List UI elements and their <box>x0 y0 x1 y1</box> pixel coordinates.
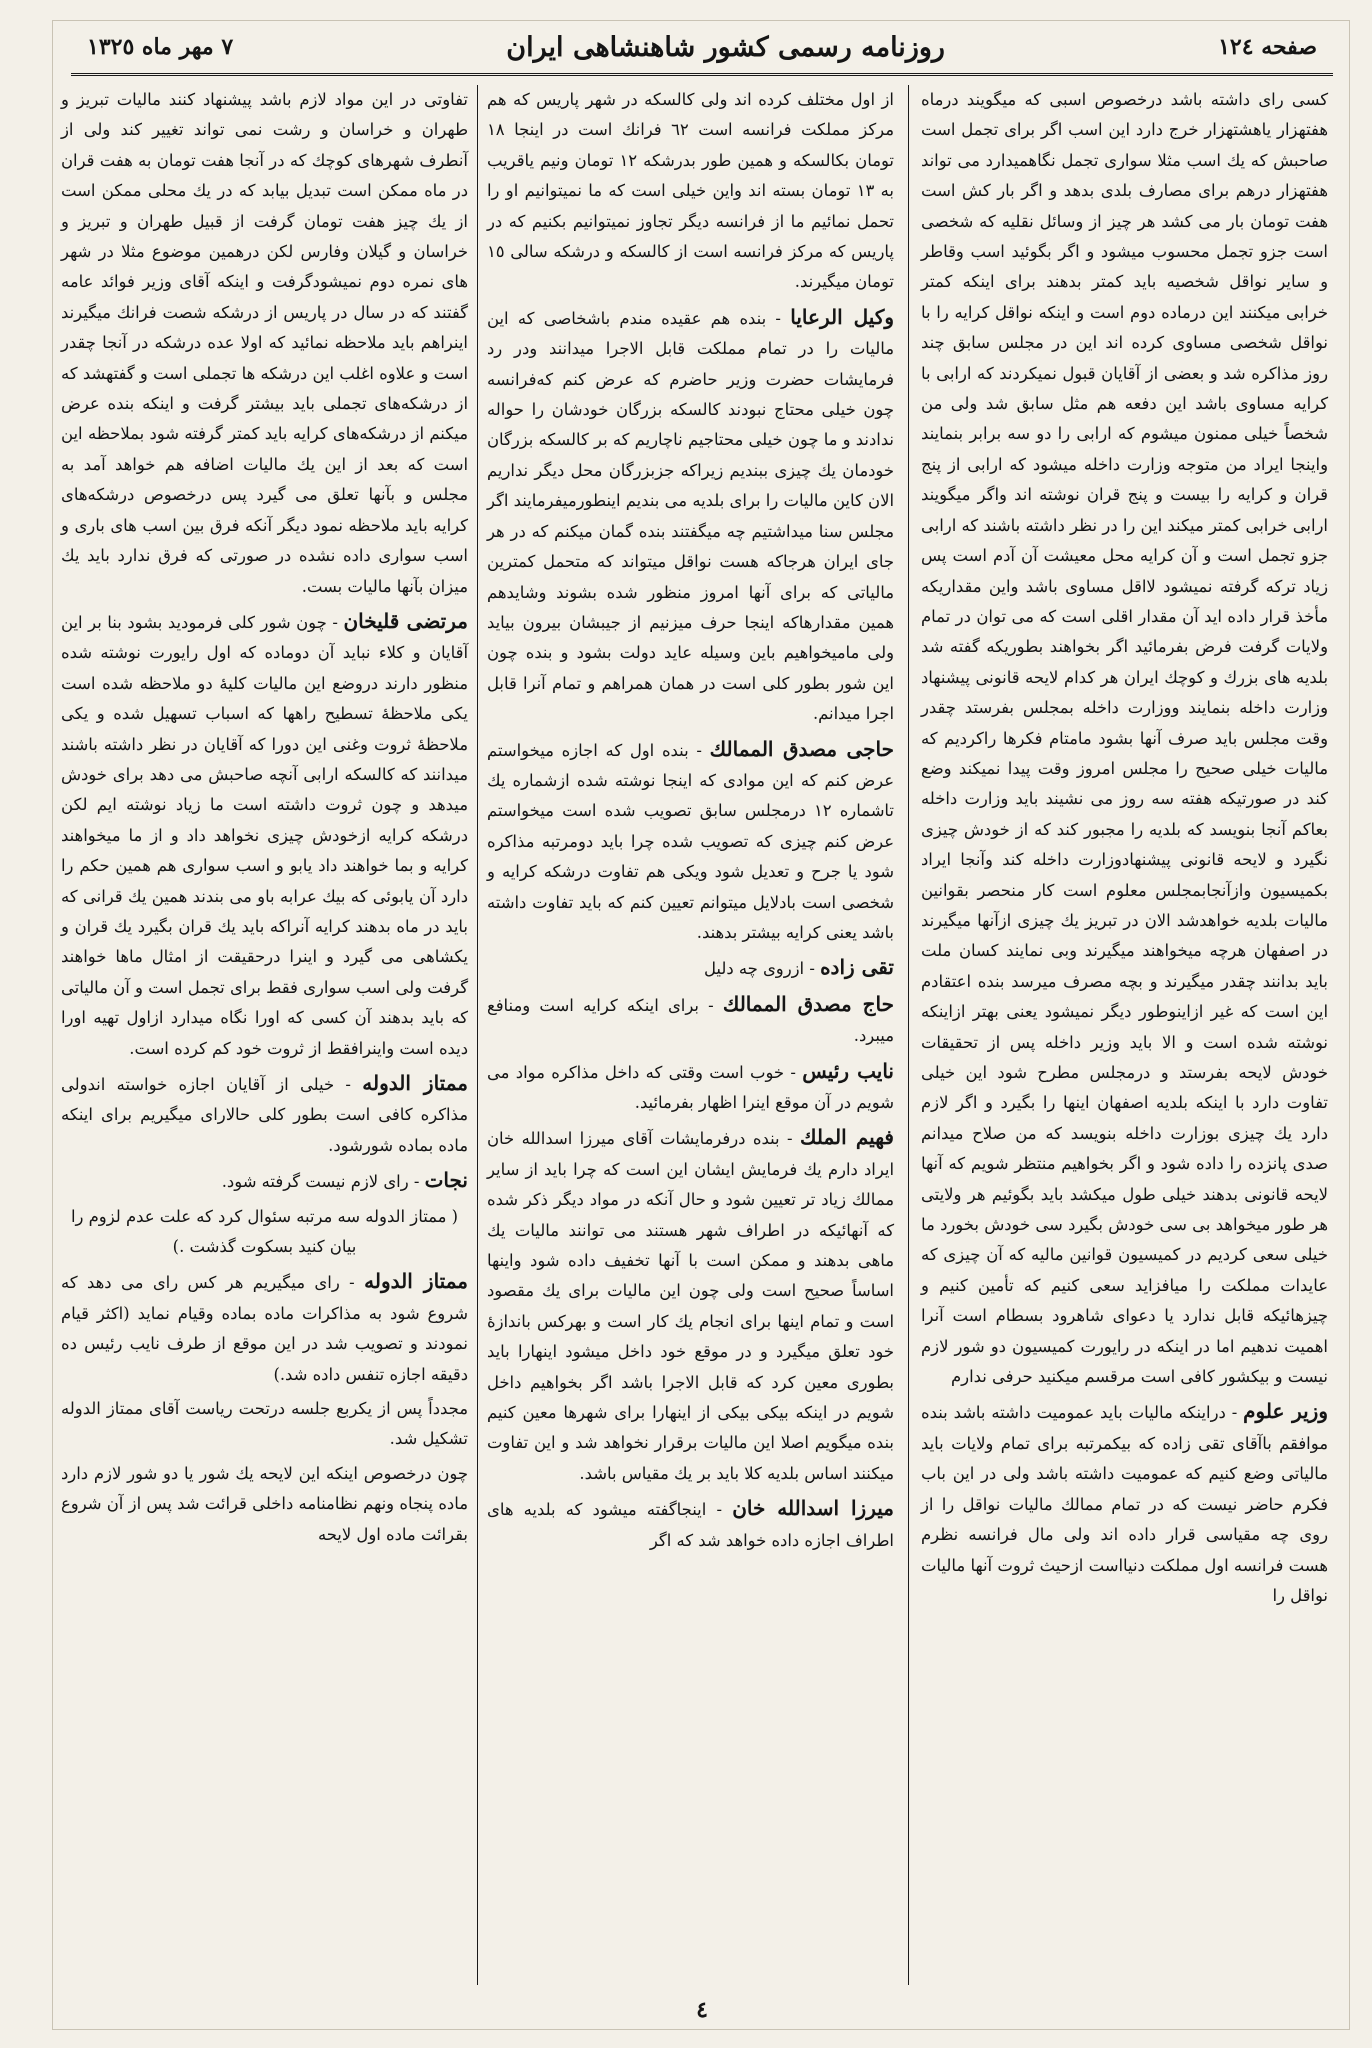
paragraph <box>487 1122 894 1489</box>
paragraph <box>487 1056 894 1119</box>
paragraph-text: - دراینکه مالیات باید عمومیت داشته باشد بنده موافقم باآقای تقی زاده که بیکمرتبه برای تمام ولایات باید مالیاتی وضع کنیم که عمومیت داشته باشد ولی در این باب فکرم حاضر نیست که در تمام ممالك مالیات نواقل را از روی چه مقیاسی قرار داده اند ولی مال فرانسه نظرم هست فرانسه اول مملکت دنیااست ازحیث ثروت آنها مالیات نواقل را <box>921 1403 1328 1605</box>
paragraph-text: - بنده درفرمایشات آقای میرزا اسدالله خان ایراد دارم یك فرمایش ایشان این است که چرا باید از سایر ممالك زیاد تر تعیین شود و حال آنکه در مواد دیگر ذکر شده که آنهائیکه در اطراف شهر هستند می توانند مالیات یك ماهی بدهند و ممکن است با آنها تخفیف داده شود واینها اساساً صحیح است ولی چون این مالیات برای یك مقصود است و تمام اینها برای انجام یك کار است و بهرکس باندازهٔ خود تعلق میگیرد و در موقع خود داخل میشود اینهارا باید بطوری معین کرد که قابل الاجرا باشد اگر بخواهیم داخل شویم در اینکه بیکی بیکی از اینهارا برای شهرها معین کنیم بنده میگویم اصلا این مالیات برقرار نخواهد شد و این تفاوت میکنند اساس بلدیه کلا باید بر یك مقیاس باشد. <box>487 1129 894 1483</box>
paragraph-text: - بنده اول که اجازه میخواستم عرض کنم که این موادی که اینجا نوشته شده ازشماره یك تاشماره ١٢ درمجلس سابق تصویب شده است میخواستم عرض کنم چیزی که تصویب شده چرا باید دومرتبه مذاکره شود یا جرح و تعدیل شود ویکی هم تفاوت درشکه کرایه و شخصی است بادلایل میتوانم تعیین کنم که باید تفاوت داشته باشد یعنی کرایه بیشتر بدهند. <box>487 740 894 942</box>
paragraph <box>487 952 894 984</box>
column-left <box>57 85 472 1995</box>
paragraph-text: - بنده هم عقیده مندم باشخاصی که این مالیات را در تمام مملکت قابل الاجرا میدانند ودر رد فرمایشات حضرت وزیر حاضرم که عرض کنم کەفرانسه چون خیلی محتاج نبودند کالسکه بزرگان خودشان را حواله ندادند و ما چون خیلی محتاجیم ناچاریم که بر کالسکه بزرگان خودمان یك چیزی ببندیم زیراکه جزبزرگان محل دیگر نداریم الان کاین مالیات را برای بلدیه می بندیم اینطورمیفرمایند اگر مجلس سنا میداشتیم چه میگفتند بنده گمان میکنم که در هر جای ایران هرجاکه هست نواقل میتواند که متحمل کمترین مالیاتی که برای آنها امروز منظور شده بشوند وشایدهم همین مقدارهاکه اینجا حرف میزنیم از جیبشان بیرون بیاید ولی مامیخواهیم باین وسیله عاید دولت بشود و بنده چون این شور بطور کلی است در همان همراهم و تمام آنرا قابل اجرا میدانم. <box>487 308 894 724</box>
paragraph: ( ممتاز الدوله سه مرتبه سئوال کرد که علت عدم لزوم را بیان کنید بسکوت گذشت .) <box>70 1206 459 1257</box>
header-page-number: صفحه ١٢٤ <box>1218 34 1317 60</box>
speaker-name: ممتاز الدوله <box>364 1269 468 1294</box>
paragraph-text: کسی رای داشته باشد درخصوص اسبی که میگویند درماه هفتهزار یاهشتهزار خرج دارد این اسب اگر برای تجمل است صاحبش که یك اسب مثلا سواری تجمل نگاهمیدارد می تواند هفتهزار درهم برای مصارف بلدی بدهد و اگر بار کش است هفت تومان بار می کشد هر چیز از وسائل نقلیه که شخصی است جزو تجمل محسوب میشود و اگر بگوئید اسب وقاطر و سایر نواقل شخصیه باید کمتر بدهند برای اینکه کمتر خرابی میکنند این درماده دوم است و اینکه نواقل کرایه را با نواقل شخصی مساوی کرده اند این در مجلس سابق چند روز مذاکره شد و بعضی از آقایان قبول نمیکردند که ارابی با کرایه مساوی باشد این دفعه هم مثل سابق شد ولی من شخصاً خیلی ممنون میشوم که ارابی را دو سه برابر بنمایند واینجا ایراد من متوجه وزارت داخله میشود که ارابی از پنج قران و کرایه را بیست و پنج قران نوشته اند واگر میگویند ارابی خرابی کمتر میکند این را در نظر داشته باشند که ارابی جزو تجمل است و آن کرایه محل معیشت آن آدم است پس زیاد ترکه گرفته نمیشود لااقل مساوی باشد واین مقداریکه مأخذ قرار داده اید آن مقدار اقلی است که می توان در تمام ولایات گرفت فرض بفرمائید اگر بخواهند بطوریکه گفته شد بلدیه های بزرك و کوچك ایران هر کدام لایحه قانونی پیشنهاد وزارت داخله بنمایند ووزارت داخله بمجلس بفرستد چقدر وقت مجلس باید صرف آنها بشود مامتام فکرها راکردیم که مالیات خیلی صحیح را مجلس امروز وقت پیدا نمیکند وضع کند در صورتیکه هفته سه روز می نشیند باید وزارت داخله بعاکم آنجا بنویسد که بلدیه را مجبور کند که از خودش چیزی نگیرد و لایحه قانونی پیشنهادوزارت داخله کند وآنجا ایراد بکمیسیون وازآنجابمجلس معلوم است کار منحصر بقوانین مالیات بلدیه خواهدشد الان در تبریز یك چیزی ازآنها میگیرند در اصفهان هرچه میخواهند میگیرند وبی نمایند کسان ملت باید بدانند چقدر میگیرند و بچه مصرف میرسد بنده اعتقادم این است که غیر ازاینوطور دیگر نمیشود یعنی بهتر ازاینکه نوشته شده است و الا باید وزیر داخله پس از تحقیقات خودش لایحه بفرستد و درمجلس مطرح شود این خیلی تفاوت دارد با اینکه بلدیه اصفهان اینها را بگیرد و اگر لازم دارد یك چیزی بوزارت داخله بنویسد که من صلاح میدانم صدی پانزده را داده شود و اگر بخواهیم منتظر شویم که آنها لایحه قانونی بدهند خیلی طول میکشد باید بگوئیم هر ولایتی هر طور میخواهد بی سی خودش بگیرد سی خودش بخورد ما خیلی سعی کردیم در کمیسیون قوانین مالیه که آن چیزی که عایدات مملکت را میافزاید سعی کنیم که تأمین کنیم و چیزهائیکه قابل ندارد یا دعوای شاهرود بسطام است آنرا اهمیت ندهیم اما در اینکه در رایورت کمیسیون دو شور لازم نیست و بیکشور کافی است مرقسم میکنید حرفی ندارم <box>921 90 1328 1387</box>
paragraph-text: تفاوتی در این مواد لازم باشد پیشنهاد کنند مالیات تبریز و طهران و خراسان و رشت نمی تواند تغییر کند ولی از آنطرف شهرهای کوچك که در آنجا هفت تومان به هفت قران در ماه ممکن است تبدیل بیابد که در یك محلی ممکن است از یك چیز هفت تومان گرفت از قبیل طهران و تبریز و خراسان و گیلان وفارس لکن درهمین موضوع مثلا در شهر های نمره دوم نمیشودگرفت و اینکه آقای وزیر فوائد عامه گفتند که در سال در پاریس از درشکه شصت فرانك میگیرند اینراهم باید ملاحظه نمائید که اولا عده درشکه در آنجا چقدر است و علاوه اغلب این درشکه ها تجملی است و گفتهشد که از درشکه‌های تجملی باید بیشتر گرفت و اینکه بنده عرض میکنم از درشکه‌های کرایه باید کمتر گرفته شود بملاحظه این است که بعد از این یك مالیات اضافه هم خواهد آمد به مجلس و بآنها تعلق می گیرد پس درخصوص درشکه‌های کرایه باید ملاحظه نمود دیگر آنکه فرق بین اسب های باری و اسب سواری داده نشده در صورتی که فرق ندارد باید یك میزان بآنها مالیات بست. <box>61 90 468 596</box>
paragraph <box>61 1394 468 1455</box>
paragraph <box>487 302 894 730</box>
paragraph-text: از اول مختلف کرده اند ولی کالسکه در شهر پاریس که هم مرکز مملکت فرانسه است ٦٢ فرانك است در اینجا ١٨ تومان بکالسکه و همین طور بدرشکه ١٢ تومان ونیم یاقریب به ١٣ تومان بسته اند واین خیلی است که ما نمیتوانیم او را تحمل نمائیم ما از فرانسه دیگر تجاوز نمیتوانیم بکنیم که در پاریس که مرکز فرانسه است از کالسکه و درشکه سالی ١٥ تومان میگیرند. <box>487 90 894 292</box>
speaker-name: فهیم الملك <box>800 1125 894 1150</box>
header-title: روزنامه رسمی کشور شاهنشاهی ایران <box>506 31 945 63</box>
column-middle <box>483 85 898 1995</box>
paragraph <box>487 1493 894 1556</box>
paragraph-text: مجدداً پس از یکربع جلسه درتحت ریاست آقای ممتاز الدوله تشکیل شد. <box>61 1399 468 1449</box>
paragraph <box>487 989 894 1052</box>
speaker-name: نایب رئیس <box>802 1058 894 1083</box>
paragraph-text: - رای لازم نیست گرفته شود. <box>221 1172 420 1192</box>
paragraph <box>61 1459 468 1550</box>
speaker-name: حاجی مصدق الممالك <box>709 736 895 761</box>
column-divider <box>477 85 478 1985</box>
paragraph <box>487 85 894 298</box>
paragraph <box>921 85 1328 1392</box>
paragraph-text: - رای میگیریم هر کس رای می دهد که شروع شود به مذاکرات ماده بماده وقیام نماید (اکثر قیام نمودند و تصویب شد در این موقع از طرف نایب رئیس ده دقیقه اجازه تنفس داده شد.) <box>61 1273 468 1384</box>
paragraph <box>61 606 468 1064</box>
paragraph <box>61 1266 468 1390</box>
paragraph-text: - ازروی چه دلیل <box>703 959 815 979</box>
speaker-name: وزیر علوم <box>1243 1399 1328 1424</box>
footer-page-number: ٤ <box>696 1997 708 2023</box>
speaker-name: وکیل الرعایا <box>790 304 895 329</box>
paragraph-text: چون درخصوص اینکه این لایحه یك شور یا دو شور لازم دارد ماده پنجاه ونهم نظامنامه داخلی قرائت شد پس از آن شروع بقرائت ماده اول لایحه <box>61 1463 468 1544</box>
column-right <box>917 85 1332 1995</box>
column-divider <box>908 85 909 1985</box>
paragraph-text: - برای اینکه کرایه است ومنافع میبرد. <box>487 995 894 1046</box>
page-header <box>53 21 1351 73</box>
speaker-name: ممتاز الدوله <box>362 1071 468 1095</box>
paragraph <box>921 1396 1328 1611</box>
paragraph <box>61 85 468 602</box>
speaker-name: مرتضی قلیخان <box>343 608 468 633</box>
paragraph-text: - اینجاگفته میشود که بلدیه های اطراف اجازه داده خواهد شد که اگر <box>487 1500 894 1550</box>
newspaper-page <box>52 20 1350 2030</box>
paragraph-text: - چون شور کلی فرمودید بشود بنا بر این آقایان و کلاء نباید آن دوماده که اول رایورت نوشته شده منظور دارند دروضع این مالیات کلیهٔ دو ملاحظه شده است یکی ملاحظهٔ تسطیح راهها که اسباب تسهیل شده و یکی ملاحظهٔ ثروت وغنی این دورا که آقایان در نظر داشته باشند میدانند که کالسکه ارابی آنچه صاحبش می دهد برای خودش میدهد و چون ثروت داشته است ما زیاد نوشته ایم لکن درشکه کرایه ازخودش چیزی نخواهد داد و از ما میخواهند کرایه و بما خواهند داد یابو و اسب سواری هم همین حکم را دارد آن یابوئی که بیك عرابه باو می بندند همین یك قرانی که باید در ماه بدهند کرایه آنراکه باید یك قران بگیرد یك قران و یکشاهی می گیرد و اینرا درحقیقت از امثال ماها خواهند گرفت ولی اسب سواری فقط برای تجمل است و آن مالیاتی که باید بدهند آن کسی که اورا نگاه میدارد ازاول تهیه اورا دیده است واینرافقط از ثروت خود کم کرده است. <box>61 612 468 1058</box>
paragraph <box>487 734 894 949</box>
speaker-name: میرزا اسدالله خان <box>732 1496 894 1521</box>
paragraph-text: - خیلی از آقایان اجازه خواسته اندولی مذاکره کافی است بطور کلی حالارای میگیریم برای اینکه ماده بماده شورشود. <box>61 1075 468 1155</box>
speaker-name: تقی زاده <box>820 955 894 980</box>
speaker-name: نجات <box>424 1168 468 1193</box>
paragraph <box>61 1165 468 1197</box>
paragraph-text: - خوب است وقتی که داخل مذاکره مواد می شویم در آن موقع اینرا اظهار بفرمائید. <box>487 1062 894 1112</box>
header-rule <box>71 73 1333 76</box>
speaker-name: حاج مصدق الممالك <box>722 991 894 1016</box>
header-date: ٧ مهر ماه ١٣٢٥ <box>87 34 234 60</box>
paragraph <box>61 1068 468 1161</box>
